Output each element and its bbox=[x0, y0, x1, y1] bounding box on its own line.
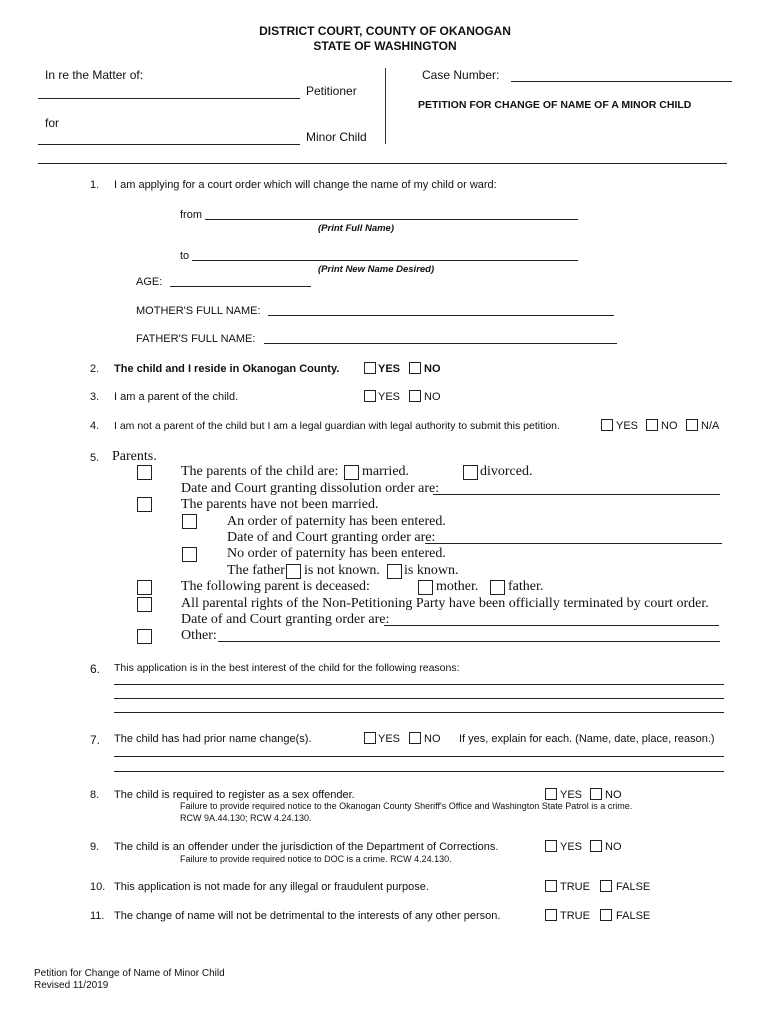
prior-change-line-2[interactable] bbox=[114, 771, 724, 772]
father-not-known-checkbox[interactable] bbox=[286, 564, 301, 579]
deceased-text: The following parent is deceased: bbox=[181, 579, 370, 594]
item9-text: The child is an offender under the jurisdiction of the Department of Corrections. bbox=[114, 841, 499, 853]
item11-false-checkbox[interactable] bbox=[600, 909, 612, 921]
other-line[interactable] bbox=[218, 641, 720, 642]
item9-yes-checkbox[interactable] bbox=[545, 840, 557, 852]
parents-are-checkbox[interactable] bbox=[137, 465, 152, 480]
item10-false-checkbox[interactable] bbox=[600, 880, 612, 892]
reason-line-3[interactable] bbox=[114, 712, 724, 713]
item10-number: 10. bbox=[90, 881, 106, 893]
paternity-date-label: Date of and Court granting order are: bbox=[227, 530, 436, 545]
terminated-checkbox[interactable] bbox=[137, 597, 152, 612]
dissolution-line[interactable] bbox=[433, 494, 720, 495]
from-name-line[interactable] bbox=[205, 219, 578, 220]
prior-change-line-1[interactable] bbox=[114, 756, 724, 757]
father-not-known-label: is not known. bbox=[304, 563, 380, 578]
from-label: from bbox=[180, 209, 202, 221]
child-name-line[interactable] bbox=[38, 144, 300, 145]
item7-number: 7. bbox=[90, 733, 101, 747]
item3-yes-label: YES bbox=[378, 391, 401, 403]
father-known-label: The father bbox=[227, 563, 285, 578]
item10-true-checkbox[interactable] bbox=[545, 880, 557, 892]
state-title: STATE OF WASHINGTON bbox=[313, 39, 457, 53]
print-new-name-caption: (Print New Name Desired) bbox=[318, 264, 435, 275]
paternity-date-line[interactable] bbox=[425, 543, 722, 544]
item7-explain: If yes, explain for each. (Name, date, place, reason.) bbox=[459, 733, 715, 745]
father-label: FATHER'S FULL NAME: bbox=[136, 333, 256, 345]
item7-yes-checkbox[interactable] bbox=[364, 732, 376, 744]
paternity-entered-text: An order of paternity has been entered. bbox=[227, 514, 446, 529]
to-label: to bbox=[180, 250, 190, 262]
father-name-line[interactable] bbox=[264, 343, 617, 344]
item7-yes-label: YES bbox=[378, 733, 401, 745]
item4-na-label: N/A bbox=[701, 420, 720, 432]
no-paternity-text: No order of paternity has been entered. bbox=[227, 546, 446, 561]
item9-number: 9. bbox=[90, 841, 100, 853]
terminated-date-line[interactable] bbox=[384, 625, 719, 626]
item7-text: The child has had prior name change(s). bbox=[114, 733, 312, 745]
married-label: married. bbox=[362, 464, 410, 479]
never-married-text: The parents have not been married. bbox=[181, 497, 379, 512]
item7-no-label: NO bbox=[424, 733, 441, 745]
court-title: DISTRICT COURT, COUNTY OF OKANOGAN bbox=[259, 24, 511, 38]
item5-heading: Parents. bbox=[112, 449, 157, 464]
deceased-father-checkbox[interactable] bbox=[490, 580, 505, 595]
mother-label: MOTHER'S FULL NAME: bbox=[136, 305, 261, 317]
item9-note: Failure to provide required notice to DOC is a crime. RCW 4.24.130. bbox=[180, 854, 452, 864]
item8-yes-checkbox[interactable] bbox=[545, 788, 557, 800]
item8-number: 8. bbox=[90, 789, 100, 801]
item10-text: This application is not made for any illegal or fraudulent purpose. bbox=[114, 881, 429, 893]
terminated-text: All parental rights of the Non-Petitioning Party have been officially terminated by court order. bbox=[181, 596, 709, 611]
no-paternity-checkbox[interactable] bbox=[182, 547, 197, 562]
never-married-checkbox[interactable] bbox=[137, 497, 152, 512]
reason-line-2[interactable] bbox=[114, 698, 724, 699]
caption-bottom-rule bbox=[38, 163, 727, 164]
item6-number: 6. bbox=[90, 662, 101, 676]
for-label: for bbox=[45, 116, 60, 130]
item2-yes-label: YES bbox=[378, 363, 401, 375]
father-is-known-label: is known. bbox=[404, 563, 459, 578]
caption-divider bbox=[385, 68, 386, 144]
case-number-line[interactable] bbox=[511, 81, 732, 82]
paternity-entered-checkbox[interactable] bbox=[182, 514, 197, 529]
petition-title: PETITION FOR CHANGE OF NAME OF A MINOR CHILD bbox=[418, 99, 692, 111]
case-number-label: Case Number: bbox=[422, 68, 500, 82]
footer-title: Petition for Change of Name of Minor Child bbox=[34, 968, 225, 979]
other-checkbox[interactable] bbox=[137, 629, 152, 644]
item2-no-label: NO bbox=[424, 363, 441, 375]
minor-child-label: Minor Child bbox=[306, 130, 367, 144]
item2-yes-checkbox[interactable] bbox=[364, 362, 376, 374]
item8-note2: RCW 9A.44.130; RCW 4.24.130. bbox=[180, 813, 312, 823]
item11-true-label: TRUE bbox=[560, 910, 590, 922]
item1-number: 1. bbox=[90, 179, 100, 191]
item3-text: I am a parent of the child. bbox=[114, 391, 239, 403]
item10-false-label: FALSE bbox=[616, 881, 651, 893]
item11-true-checkbox[interactable] bbox=[545, 909, 557, 921]
item11-text: The change of name will not be detrimental to the interests of any other person. bbox=[114, 910, 501, 922]
item3-no-checkbox[interactable] bbox=[409, 390, 421, 402]
deceased-father-label: father. bbox=[508, 579, 544, 594]
item8-no-label: NO bbox=[605, 789, 622, 801]
petitioner-name-line[interactable] bbox=[38, 98, 300, 99]
father-is-known-checkbox[interactable] bbox=[387, 564, 402, 579]
deceased-mother-checkbox[interactable] bbox=[418, 580, 433, 595]
item3-no-label: NO bbox=[424, 391, 441, 403]
item8-note1: Failure to provide required notice to the Okanogan County Sheriff's Office and Washington State Patrol is a crime. bbox=[180, 801, 633, 811]
deceased-mother-label: mother. bbox=[436, 579, 479, 594]
item8-text: The child is required to register as a sex offender. bbox=[114, 789, 355, 801]
item9-no-checkbox[interactable] bbox=[590, 840, 602, 852]
petitioner-label: Petitioner bbox=[306, 84, 357, 98]
item4-no-label: NO bbox=[661, 420, 678, 432]
dissolution-label: Date and Court granting dissolution order are: bbox=[181, 481, 440, 496]
to-name-line[interactable] bbox=[192, 260, 578, 261]
age-label: AGE: bbox=[136, 276, 163, 288]
other-label: Other: bbox=[181, 628, 217, 643]
item9-no-label: NO bbox=[605, 841, 622, 853]
footer-revised: Revised 11/2019 bbox=[34, 980, 109, 991]
mother-name-line[interactable] bbox=[268, 315, 614, 316]
deceased-checkbox[interactable] bbox=[137, 580, 152, 595]
print-full-name-caption: (Print Full Name) bbox=[318, 223, 395, 234]
item8-yes-label: YES bbox=[560, 789, 583, 801]
married-checkbox[interactable] bbox=[344, 465, 359, 480]
item7-no-checkbox[interactable] bbox=[409, 732, 421, 744]
reason-line-1[interactable] bbox=[114, 684, 724, 685]
item2-number: 2. bbox=[90, 363, 100, 375]
item6-text: This application is in the best interest of the child for the following reasons: bbox=[114, 662, 460, 674]
item2-text: The child and I reside in Okanogan County. bbox=[114, 363, 340, 375]
divorced-checkbox[interactable] bbox=[463, 465, 478, 480]
item8-no-checkbox[interactable] bbox=[590, 788, 602, 800]
item3-number: 3. bbox=[90, 391, 100, 403]
in-re-label: In re the Matter of: bbox=[45, 68, 144, 82]
item4-no-checkbox[interactable] bbox=[646, 419, 658, 431]
parents-are-text: The parents of the child are: bbox=[181, 464, 339, 479]
item4-na-checkbox[interactable] bbox=[686, 419, 698, 431]
item4-text: I am not a parent of the child but I am a legal guardian with legal authority to submit this petition. bbox=[114, 420, 560, 432]
item4-number: 4. bbox=[90, 420, 100, 432]
item3-yes-checkbox[interactable] bbox=[364, 390, 376, 402]
age-line[interactable] bbox=[170, 286, 311, 287]
item11-false-label: FALSE bbox=[616, 910, 651, 922]
item2-no-checkbox[interactable] bbox=[409, 362, 421, 374]
divorced-label: divorced. bbox=[480, 464, 533, 479]
item4-yes-checkbox[interactable] bbox=[601, 419, 613, 431]
item1-text: I am applying for a court order which will change the name of my child or ward: bbox=[114, 179, 497, 191]
terminated-date-label: Date of and Court granting order are: bbox=[181, 612, 390, 627]
item10-true-label: TRUE bbox=[560, 881, 590, 893]
item9-yes-label: YES bbox=[560, 841, 583, 853]
item4-yes-label: YES bbox=[616, 420, 639, 432]
item5-number: 5. bbox=[90, 452, 100, 464]
item11-number: 11. bbox=[90, 910, 105, 922]
